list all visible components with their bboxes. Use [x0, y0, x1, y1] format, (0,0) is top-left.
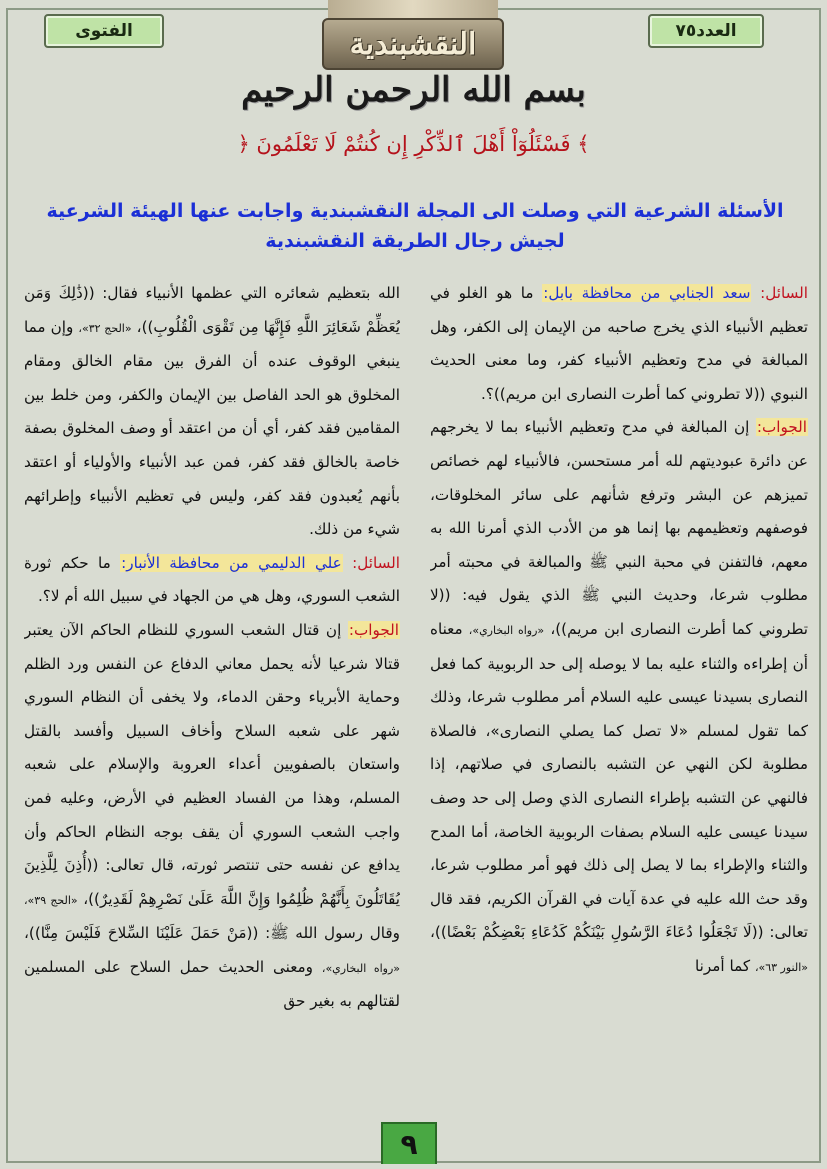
question-2-asker: علي الدليمي من محافظة الأنبار: — [121, 553, 342, 572]
question-2-label: السائل: — [352, 553, 400, 572]
question-2-text: ما حكم ثورة الشعب السوري، وهل هي من الجهاد في سبيل الله أم لا؟. — [24, 553, 400, 606]
logo-banner-top — [328, 0, 498, 18]
headline-line-1: الأسئلة الشرعية التي وصلت الى المجلة النقشبندية واجابت عنها الهيئة الشرعية — [46, 200, 784, 222]
answer-1-reference-2: «النور ٦٣»، — [754, 960, 808, 974]
answer-2-text-3: ومعنى الحديث حمل السلاح على المسلمين لقتالهم به بغير حق — [24, 957, 400, 1011]
page-number: ٩ — [381, 1122, 437, 1164]
section-label: الفتوى — [44, 14, 164, 48]
continued-text-1: الله بتعظيم شعائره التي عظمها الأنبياء فقال: ((ذَٰلِكَ وَمَن يُعَظِّمْ شَعَائِرَ اللَّهِ فَإِنَّهَا مِن تَقْوَى الْقُلُوبِ))، — [24, 284, 400, 336]
issue-label: العدد٧٥ — [648, 14, 764, 48]
page-headline — [40, 196, 790, 256]
answer-1-continued — [24, 277, 400, 547]
question-1 — [430, 277, 808, 411]
answer-1-label: الجواب: — [756, 418, 808, 437]
question-1-label: السائل: — [760, 284, 808, 302]
answer-2-label: الجواب: — [348, 620, 400, 639]
answer-2-reference-1: «الحج ٣٩»، — [24, 893, 78, 907]
headline-line-2: لجيش رجال الطريقة النقشبندية — [265, 230, 565, 252]
left-column — [24, 277, 400, 1139]
magazine-logo: النقشبندية — [322, 18, 504, 70]
answer-1-text-1: إن المبالغة في مدح وتعظيم الأنبياء بما لا يخرجهم عن دائرة عبوديتهم لله أمر مستحسن، فالأنبياء لهم خصائص تميزهم عن البشر وترفع شأنهم على سائر المخلوقات، فوصفهم وتعظيمهم بها إنما هو من الأدب الذي أمرنا الله به معهم، فالتفنن في محبة النبي ﷺ والمبالغة في محبته أمر مطلوب شرعا، وحديث النبي ﷺ الذي يقول فيه: ((لا تطروني كما أطرت النصارى ابن مريم))، — [430, 418, 808, 638]
quran-verse: ﴿ فَسْئَلُوٓاْ أَهْلَ ٱلذِّكْرِ إِن كُنتُمْ لَا تَعْلَمُونَ ﴾ — [237, 132, 590, 156]
answer-1-text-3: كما أمرنا — [695, 956, 751, 975]
answer-2-reference-2: «رواه البخاري»، — [321, 961, 400, 975]
answer-2 — [24, 614, 400, 1019]
answer-1-reference-1: «رواه البخاري»، — [468, 623, 545, 637]
right-column — [430, 277, 808, 1139]
basmala: بسم الله الرحمن الرحيم — [241, 70, 586, 110]
answer-1-text-2: معناه أن إطراءه والثناء عليه بما لا يوصله إلى حد الربوبية كما فعل النصارى بسيدنا عيسى عليه السلام أمر مطلوب شرعا، وذلك كما تقول لمسلم «لا تصل كما يصلي النصارى»، فالصلاة مطلوبة لكن النهي عن التشبه بالنصارى في صلاتهم، إذا فالنهي عن التشبه بإطراء النصارى الذي وصل إلى حد وصف سيدنا عيسى عليه السلام بصفات الربوبية الخاصة، أما المدح والثناء والإطراء بما لا يصل إلى ذلك فهو أمر مطلوب شرعا، وقد حث الله عليه في عدة آيات في القرآن الكريم، فقد قال تعالى: ((لَا تَجْعَلُوا دُعَاءَ الرَّسُولِ بَيْنَكُمْ كَدُعَاءِ بَعْضِكُمْ بَعْضًا))، — [430, 619, 808, 942]
continued-reference-1: «الحج ٣٢»، — [78, 321, 132, 335]
question-1-asker: سعد الجنابي من محافظة بابل: — [543, 284, 751, 302]
answer-1 — [430, 411, 808, 984]
question-1-text: ما هو الغلو في تعظيم الأنبياء الذي يخرج صاحبه من الإيمان إلى الكفر، وهل المبالغة في مدح وتعظيم الأنبياء كفر، وما معنى الحديث النبوي ((لا تطروني كما أطرت النصارى ابن مريم))؟. — [430, 284, 808, 403]
continued-text-2: وإن مما ينبغي الوقوف عنده أن الفرق بين مقام الخالق ومقام المخلوق هو الحد الفاصل بين الإيمان والكفر، ومن خلط بين المقامين فقد كفر، أي أن من اعتقد أو وصف المخلوق بصفة خاصة بالخالق فقد كفر، فمن عبد الأنبياء والأولياء أو اعتقد بأنهم يُعبدون فقد كفر، وليس في تعظيم الأنبياء وإطرائهم شيء من ذلك. — [24, 317, 400, 539]
answer-2-text-1: إن قتال الشعب السوري للنظام الحاكم الآن يعتبر قتالا شرعيا لأنه يحمل معاني الدفاع عن النفس ورد الظلم وحماية الأبرياء وحقن الدماء، ولا يخفى أن النظام السوري شهر على شعبه السلاح وأخاف السبيل وأفسد بالقتل واستعان بالصفويين أعداء العروبة والإسلام على شعبه المسلم، وهذا من الفساد العظيم في الأرض، وعليه فمن واجب الشعب السوري أن يقف بوجه النظام الحاكم وأن يدافع عن نفسه حتى تنتصر ثورته، قال تعالى: ((أُذِنَ لِلَّذِينَ يُقَاتَلُونَ بِأَنَّهُمْ ظُلِمُوا وَإِنَّ اللَّهَ عَلَىٰ نَصْرِهِمْ لَقَدِيرٌ))، — [24, 620, 400, 908]
answer-2-text-2: وقال رسول الله ﷺ: ((مَنْ حَمَلَ عَلَيْنَا السِّلاحَ فَلَيْسَ مِنَّا))، — [24, 924, 400, 943]
question-2 — [24, 547, 400, 614]
